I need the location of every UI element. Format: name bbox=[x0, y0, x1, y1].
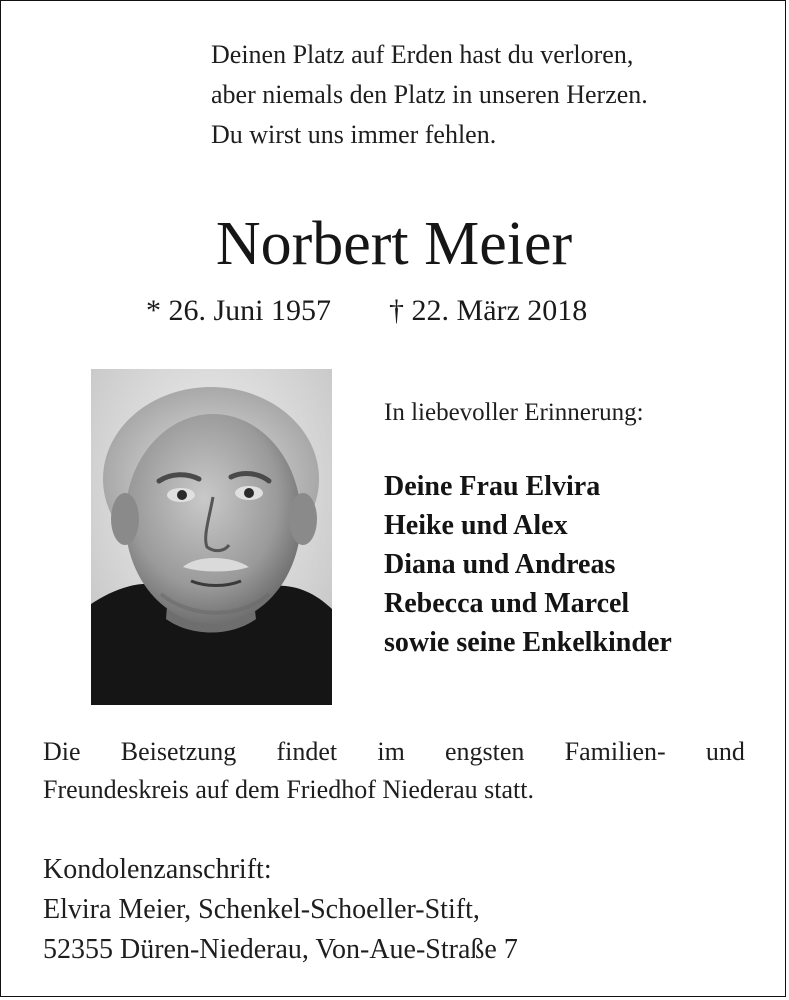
condolence-line: Elvira Meier, Schenkel-Schoeller-Stift, bbox=[43, 894, 480, 925]
family-member: sowie seine Enkelkinder bbox=[384, 627, 672, 658]
family-member: Diana und Andreas bbox=[384, 549, 616, 580]
life-dates bbox=[146, 289, 587, 333]
memory-intro: In liebevoller Erinnerung: bbox=[384, 399, 644, 426]
burial-word: findet bbox=[276, 737, 338, 766]
burial-line-1 bbox=[43, 733, 745, 771]
condolence-heading: Kondolenzanschrift: bbox=[43, 854, 272, 885]
burial-word: und bbox=[705, 737, 745, 766]
death-date: † 22. März 2018 bbox=[389, 294, 588, 327]
burial-line-2: Freundeskreis auf dem Friedhof Niederau statt. bbox=[43, 775, 534, 804]
memorial-poem bbox=[211, 35, 648, 155]
condolence-address bbox=[43, 850, 518, 970]
family-list bbox=[384, 467, 672, 662]
family-member: Heike und Alex bbox=[384, 510, 568, 541]
burial-word: engsten bbox=[445, 737, 525, 766]
poem-line: Deinen Platz auf Erden hast du verloren, bbox=[211, 40, 634, 69]
burial-word: Familien- bbox=[564, 737, 666, 766]
poem-line: Du wirst uns immer fehlen. bbox=[211, 120, 497, 149]
burial-word: Die bbox=[43, 737, 81, 766]
poem-line: aber niemals den Platz in unseren Herzen. bbox=[211, 80, 648, 109]
portrait-photo bbox=[91, 369, 332, 705]
family-member: Deine Frau Elvira bbox=[384, 471, 601, 502]
burial-word: im bbox=[377, 737, 405, 766]
family-member: Rebecca und Marcel bbox=[384, 588, 630, 619]
deceased-name: Norbert Meier bbox=[215, 210, 573, 278]
burial-word: Beisetzung bbox=[120, 737, 237, 766]
burial-notice bbox=[43, 733, 745, 809]
birth-date: * 26. Juni 1957 bbox=[146, 294, 332, 327]
condolence-line: 52355 Düren-Niederau, Von-Aue-Straße 7 bbox=[43, 934, 518, 965]
